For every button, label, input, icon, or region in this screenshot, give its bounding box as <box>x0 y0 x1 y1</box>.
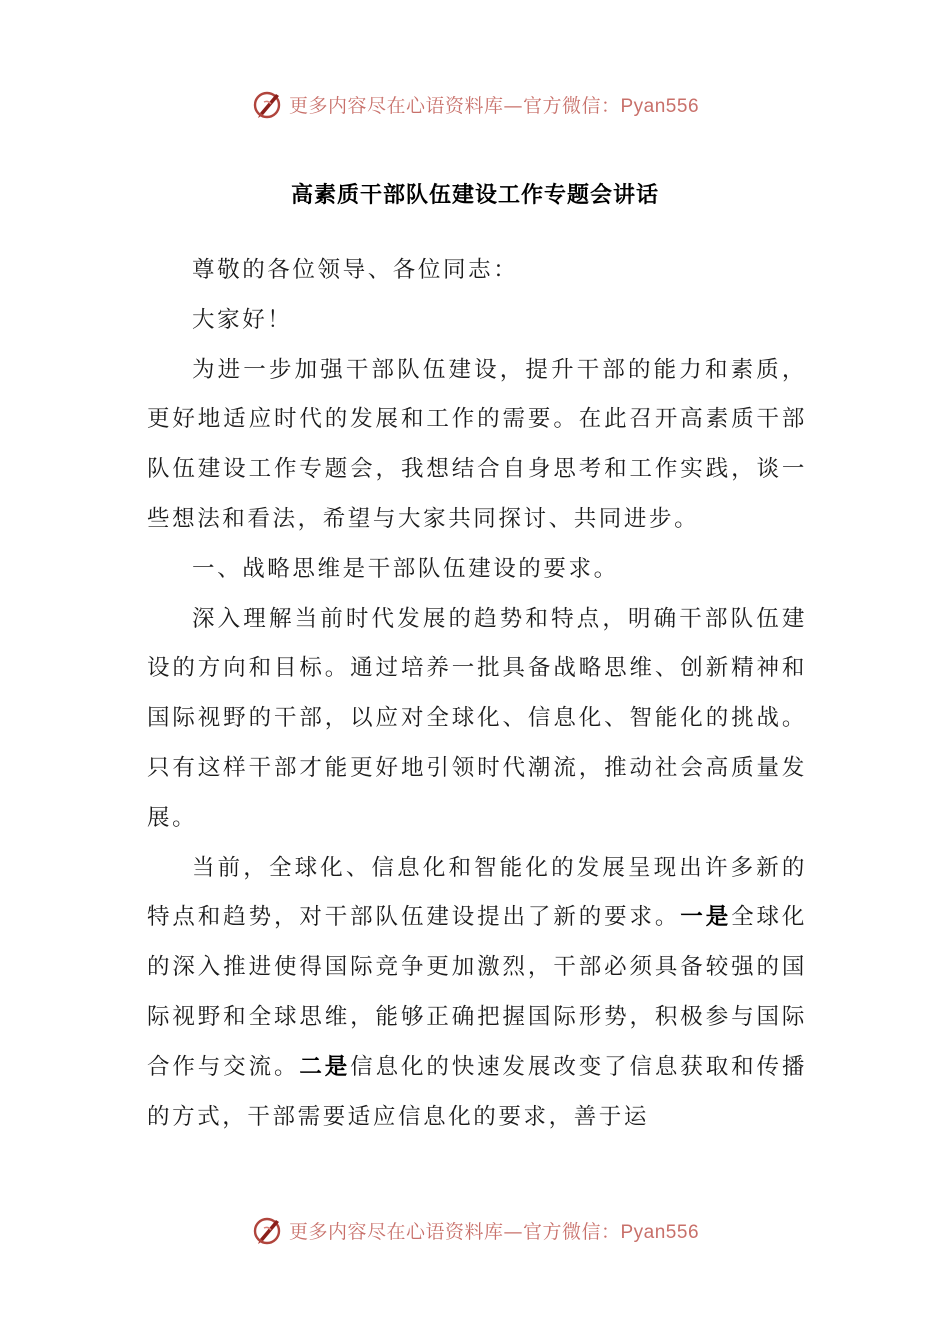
footer-banner <box>0 1210 950 1250</box>
header-banner <box>0 84 950 124</box>
wechat-id: Pyan556 <box>620 95 700 117</box>
paragraph-2: 深入理解当前时代发展的趋势和特点，明确干部队伍建设的方向和目标。通过培养一批具备战略思维、创新精神和国际视野的干部，以应对全球化、信息化、智能化的挑战。只有这样干部才能更好地引领时代潮流，推动社会高质量发展。 <box>147 605 807 831</box>
salutation: 尊敬的各位领导、各位同志： <box>192 257 519 283</box>
wechat-id: Pyan556 <box>620 1221 700 1243</box>
section-heading-1: 一、战略思维是干部队伍建设的要求。 <box>192 555 619 582</box>
paragraph-1: 为进一步加强干部队伍建设，提升干部的能力和素质，更好地适应时代的发展和工作的需要。在此召开高素质干部队伍建设工作专题会，我想结合自身思考和工作实践，谈一些想法和看法，希望与大家共同探讨、共同进步。 <box>147 356 807 532</box>
document-title: 高素质干部队伍建设工作专题会讲话 <box>290 182 659 208</box>
point-one-marker: 一是 <box>680 904 732 931</box>
pen-circle-logo-icon <box>251 1213 285 1247</box>
greeting: 大家好！ <box>192 306 293 333</box>
point-two-marker: 二是 <box>299 1053 351 1080</box>
banner-text: 更多内容尽在心语资料库—官方微信：Pyan556 <box>288 94 700 117</box>
document-body <box>147 246 807 1142</box>
paragraph-3: 当前，全球化、信息化和智能化的发展呈现出许多新的特点和趋势，对干部队伍建设提出了新的要求。一是全球化的深入推进使得国际竞争更加激烈，干部必须具备较强的国际视野和全球思维，能够正确把握国际形势，积极参与国际合作与交流。二是信息化的快速发展改变了信息获取和传播的方式，干部需要适应信息化的要求，善于运 <box>147 854 807 1130</box>
pen-circle-logo-icon <box>251 87 285 121</box>
banner-text: 更多内容尽在心语资料库—官方微信：Pyan556 <box>288 1220 700 1243</box>
